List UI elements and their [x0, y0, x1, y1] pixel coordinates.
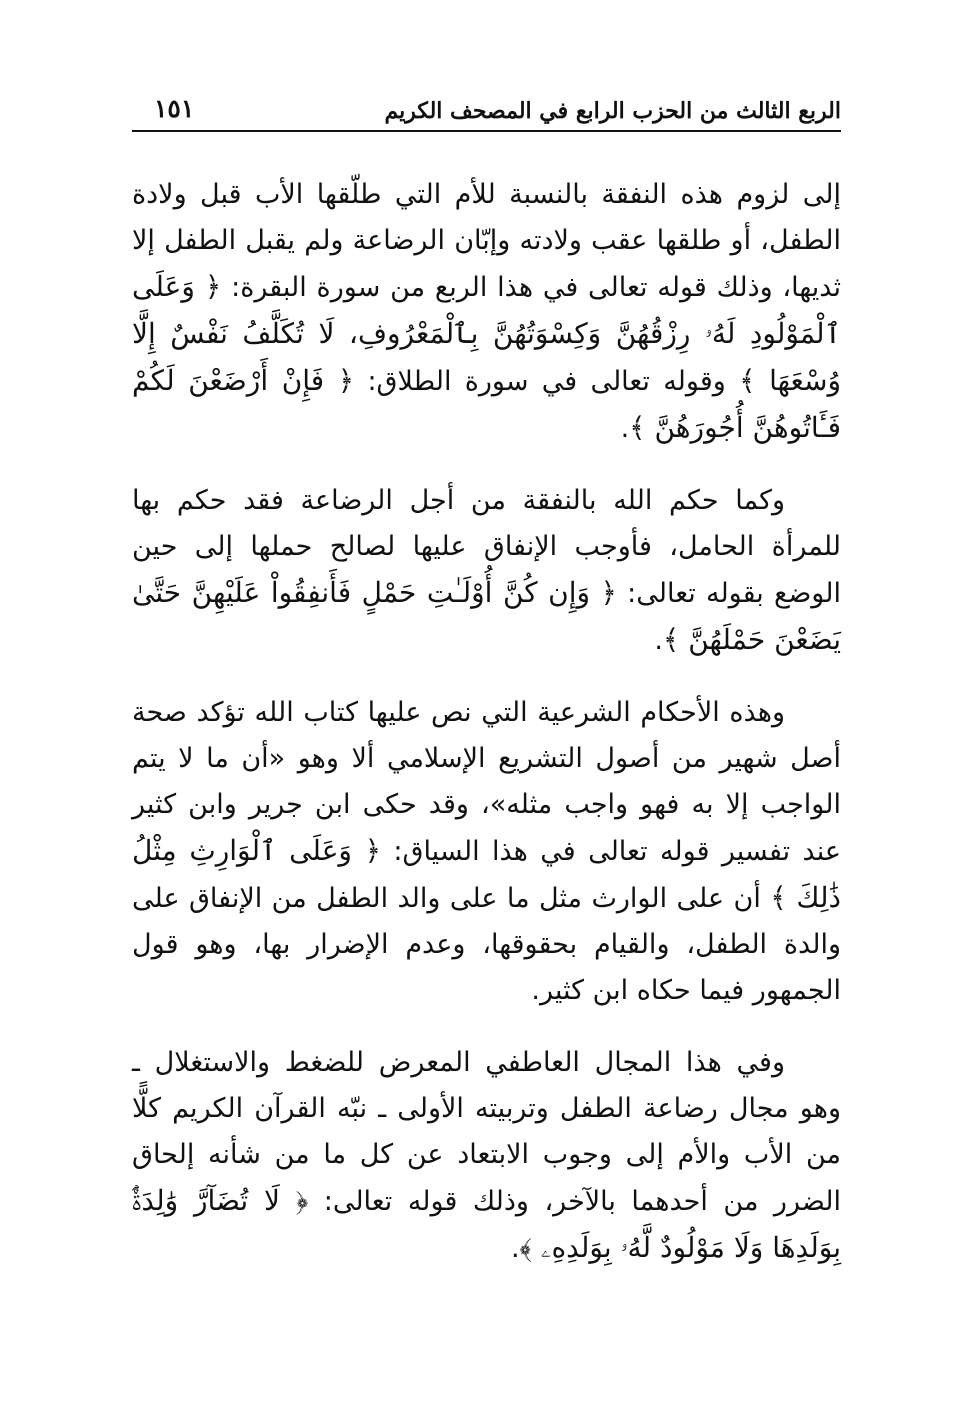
paragraph-text: وكما حكم الله بالنفقة من أجل الرضاعة فقد حكم بها للمرأة الحامل، فأوجب الإنفاق عليها لصالح حملها إلى حين الوضع بقوله تعالى: — [132, 485, 841, 609]
paragraph-text: وقوله تعالى في سورة الطلاق: — [354, 366, 740, 397]
paragraph-text: . — [654, 625, 663, 656]
paragraph-1 — [132, 172, 841, 452]
paragraph-text: وهذه الأحكام الشرعية التي نص عليها كتاب الله تؤكد صحة أصل شهير من أصول التشريع الإسلامي ألا وهو «أن ما لا يتم الواجب إلا به فهو واجب مثله»، وقد حكى ابن جرير وابن كثير عند تفسير قوله تعالى في هذا السياق: — [132, 697, 841, 867]
quran-verse: ﴿ وَعَلَى ٱلْمَوْلُودِ لَهُۥ رِزْقُهُنَّ وَكِسْوَتُهُنَّ بِٱلْمَعْرُوفِ، لَا تُكَلَّفُ نَفْسٌ إِلَّا وُسْعَهَا ﴾ — [132, 270, 841, 397]
quran-verse: ﴿ فَإِنْ أَرْضَعْنَ لَكُمْ فَـَٔاتُوهُنَّ أُجُورَهُنَّ ﴾ — [132, 364, 841, 444]
paragraph-3 — [132, 690, 841, 1014]
book-page — [132, 78, 841, 1338]
quran-verse: ﴿ وَعَلَى ٱلْوَارِثِ مِثْلُ ذَٰلِكَ ﴾ — [132, 834, 841, 914]
paragraph-text: أن على الوارث مثل ما على والد الطفل من الإنفاق على والدة الطفل، والقيام بحقوقها، وعدم الإضرار بها، وهو قول الجمهور فيما حكاه ابن كثير. — [132, 883, 841, 1006]
paragraph-text: . — [620, 413, 630, 444]
page-number: ١٥١ — [154, 94, 195, 123]
paragraph-2 — [132, 478, 841, 664]
quran-verse: ﴿ وَإِن كُنَّ أُوْلَـٰتِ حَمْلٍ فَأَنفِقُواْ عَلَيْهِنَّ حَتَّىٰ يَضَعْنَ حَمْلَهُنَّ ﴾ — [132, 576, 841, 656]
running-title: الربع الثالث من الحزب الرابع في المصحف الكريم — [384, 98, 841, 124]
paragraph-text: . — [510, 1233, 520, 1264]
paragraph-4 — [132, 1040, 841, 1272]
paragraph-text: إلى لزوم هذه النفقة بالنسبة للأم التي طلّقها الأب قبل ولادة الطفل، أو طلقها عقب ولادته وإبّان الرضاعة ولم يقبل الطفل إلا ثديها، وذلك قوله تعالى في هذا الربع من سورة البقرة: — [132, 179, 841, 303]
quran-verse: ﴿ لَا تُضَآرَّ وَٰلِدَةٌۢ بِوَلَدِهَا وَلَا مَوْلُودٌ لَّهُۥ بِوَلَدِهِۦ ﴾ — [132, 1184, 841, 1264]
body-text — [132, 172, 841, 1272]
paragraph-text: وفي هذا المجال العاطفي المعرض للضغط والاستغلال ـ وهو مجال رضاعة الطفل وتربيته الأولى ـ نبّه القرآن الكريم كلًّا من الأب والأم إلى وجوب الابتعاد عن كل ما من شأنه إلحاق الضرر من أحدهما بالآخر، وذلك قوله تعالى: — [132, 1047, 842, 1217]
page-header — [132, 78, 841, 132]
